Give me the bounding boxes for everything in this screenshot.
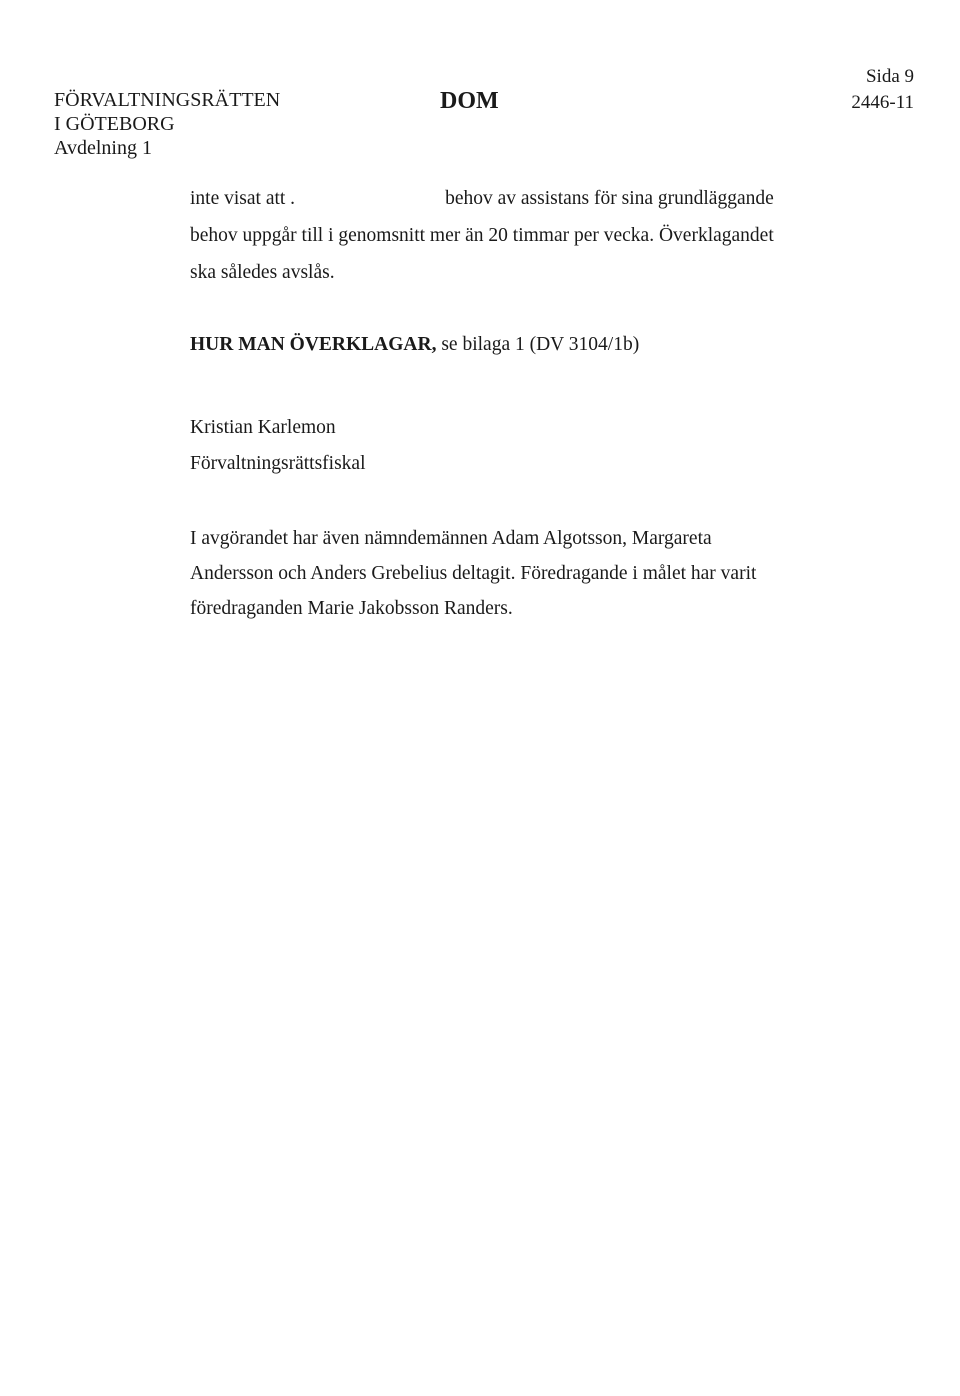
conclusion-paragraph <box>190 180 850 291</box>
document-type: DOM <box>440 88 499 114</box>
signatory-name: Kristian Karlemon <box>190 417 336 438</box>
participants-line-2: Andersson och Anders Grebelius deltagit. Föredragande i målet har varit <box>190 563 757 584</box>
participants-line-1: I avgörandet har även nämndemännen Adam Algotsson, Margareta <box>190 528 712 549</box>
court-city: I GÖTEBORG <box>54 113 175 135</box>
appeal-text: se bilaga 1 (DV 3104/1b) <box>436 334 640 355</box>
court-name: FÖRVALTNINGSRÄTTEN <box>54 89 281 111</box>
signature-block <box>190 410 850 482</box>
conclusion-line-2: behov uppgår till i genomsnitt mer än 20 timmar per vecka. Överklagandet <box>190 225 774 246</box>
signatory-title: Förvaltningsrättsfiskal <box>190 453 366 474</box>
appeal-heading: HUR MAN ÖVERKLAGAR, <box>190 334 437 355</box>
court-division: Avdelning 1 <box>54 137 152 159</box>
participants-line-3: föredraganden Marie Jakobsson Randers. <box>190 598 513 619</box>
court-header <box>54 88 280 160</box>
participants-paragraph <box>190 521 850 626</box>
page-number: Sida 9 <box>865 66 914 87</box>
conclusion-line-1-start: inte visat att . <box>190 188 296 209</box>
case-number: 2446-11 <box>851 92 914 113</box>
conclusion-line-1 <box>190 180 850 217</box>
appeal-instructions <box>190 326 850 363</box>
conclusion-line-1-end: behov av assistans för sina grundläggande <box>445 188 774 209</box>
page-reference <box>851 64 914 116</box>
conclusion-line-3: ska således avslås. <box>190 262 335 283</box>
